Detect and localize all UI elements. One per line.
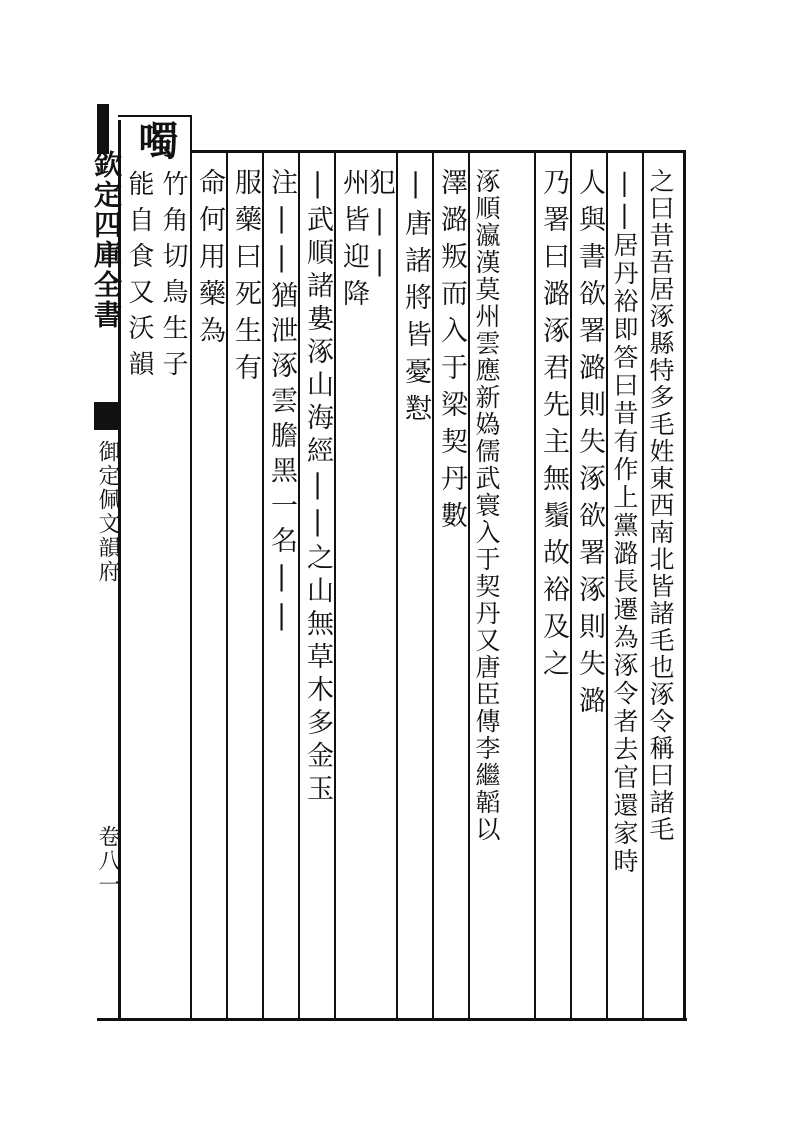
column-divider — [262, 153, 264, 1018]
sub-line — [440, 560, 459, 859]
headword — [486, 158, 522, 200]
running-title: 御定佩文韻府 — [95, 440, 120, 584]
text-column: 涿順瀛漢莫州雲應新媯儒武寰入于契丹又唐臣傳李繼韜以 — [472, 168, 501, 843]
column-divider — [642, 153, 644, 1018]
column-divider — [468, 153, 470, 1018]
top-border — [97, 104, 109, 154]
sub-line — [270, 560, 289, 767]
text-column: |武順諸婁涿山海經||之山無草木多金玉 — [302, 168, 333, 807]
text-column: ||居丹裕即答曰昔有作上黨潞長遷為涿令者去官還家時 — [610, 168, 639, 876]
column-divider — [534, 153, 536, 1018]
text-column: 命何用藥為 — [194, 168, 225, 353]
book-title: 欽定四庫全書 — [90, 150, 123, 330]
frame-right-rule — [683, 150, 686, 1020]
entry-line: 能自食又沃韻 — [124, 170, 154, 386]
sub-line — [368, 830, 387, 928]
text-column: 注||猶泄涿雲膽黑一名|| — [266, 168, 297, 639]
sub-line — [340, 560, 359, 836]
text-column: |唐諸將皆憂懟 — [400, 168, 431, 431]
sub-line — [410, 560, 429, 862]
header-box-right — [190, 115, 192, 1018]
text-column: 州皆迎降 — [338, 168, 369, 316]
sub-line — [340, 900, 359, 992]
column-divider — [432, 153, 434, 1018]
text-column — [266, 170, 293, 281]
sub-line — [580, 900, 599, 946]
header-box-top — [118, 115, 190, 117]
text-column: 澤潞叛而入于梁契丹數 — [436, 168, 467, 538]
headword — [272, 290, 308, 374]
column-divider — [334, 153, 336, 1018]
sub-line — [500, 560, 519, 1118]
text-column: 乃署曰潞涿君先主無鬚故裕及之 — [538, 168, 569, 686]
page-number: 卷八一 — [95, 825, 120, 897]
text-column: 服藥曰死生有 — [230, 168, 261, 390]
text-column: 犯|| — [364, 168, 395, 287]
headword — [340, 290, 376, 374]
text-column: 人與書欲署潞則失涿欲署涿則失潞 — [574, 168, 605, 723]
headword — [552, 970, 588, 1012]
sub-line — [300, 700, 319, 913]
column-divider — [606, 153, 608, 1018]
column-divider — [396, 153, 398, 1018]
sub-line — [580, 700, 599, 746]
fishtail-mark — [94, 402, 120, 430]
entry-line: 竹角切鳥生子 — [158, 170, 188, 386]
column-divider — [226, 153, 228, 1018]
entry-headword: 噣 — [132, 120, 179, 166]
sub-line — [580, 800, 599, 846]
top-rule — [190, 150, 685, 153]
text-column: 之曰昔吾居涿縣特多毛姓東西南北皆諸毛也涿令稱曰諸毛 — [646, 168, 675, 843]
bottom-rule — [97, 1018, 687, 1021]
